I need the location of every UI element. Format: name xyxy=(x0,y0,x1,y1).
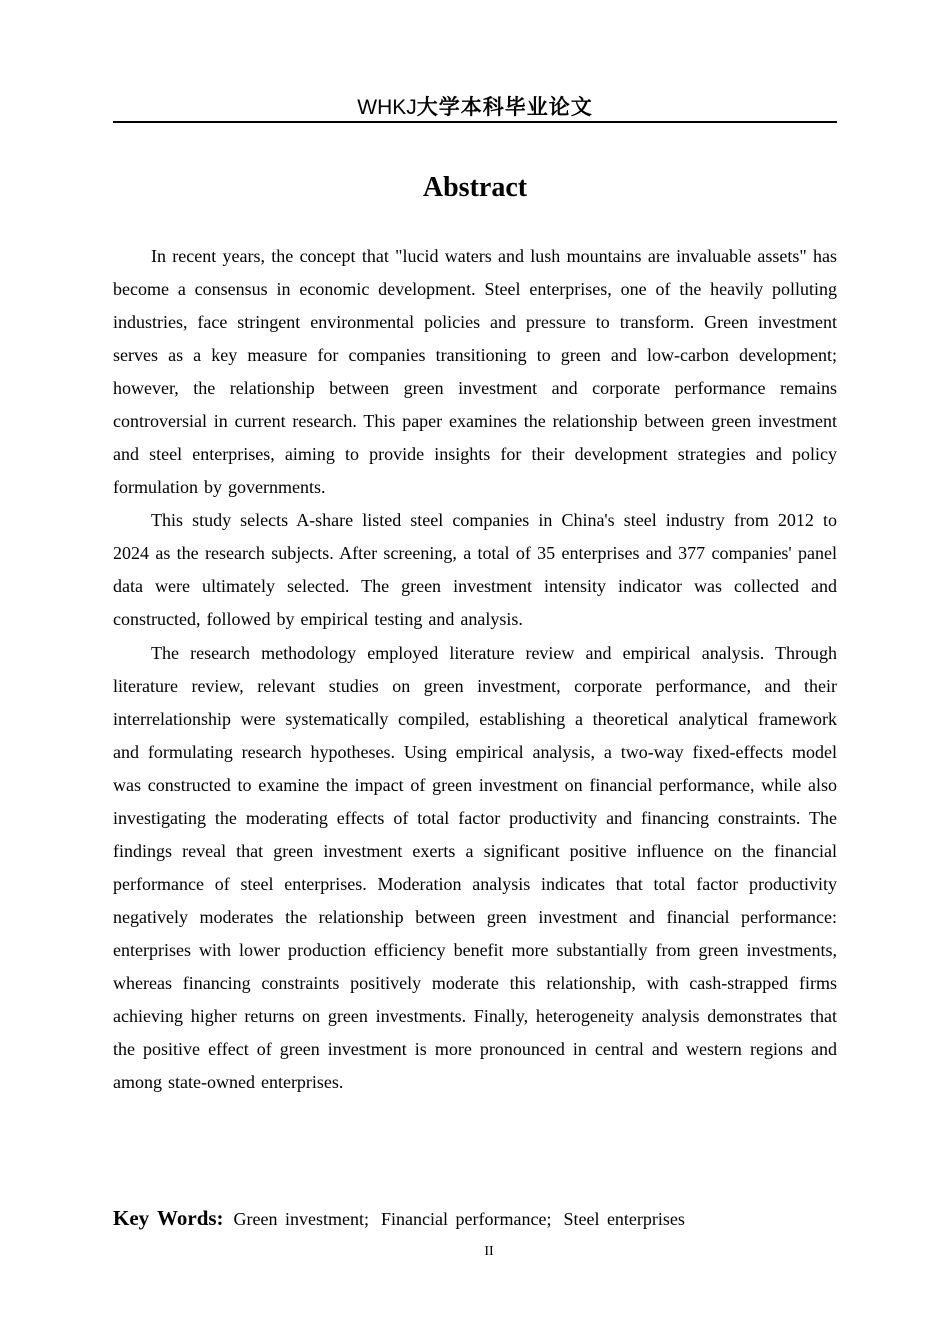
keywords-line xyxy=(113,1201,837,1236)
running-header xyxy=(113,94,837,122)
abstract-paragraph-3: The research methodology employed literature review and empirical analysis. Through literature review, relevant studies on green investment, corporate performance, and their interrelationship were systematically compiled, establishing a theoretical analytical framework and formulating research hypotheses. Using empirical analysis, a two-way fixed-effects model was constructed to examine the impact of green investment on financial performance, while also investigating the moderating effects of total factor productivity and financing constraints. The findings reveal that green investment exerts a significant positive influence on the financial performance of steel enterprises. Moderation analysis indicates that total factor productivity negatively moderates the relationship between green investment and financial performance: enterprises with lower production efficiency benefit more substantially from green investments, whereas financing constraints positively moderate this relationship, with cash-strapped firms achieving higher returns on green investments. Finally, heterogeneity analysis demonstrates that the positive effect of green investment is more pronounced in central and western regions and among state-owned enterprises. xyxy=(113,643,837,1092)
abstract-paragraph-1: In recent years, the concept that "lucid waters and lush mountains are invaluable assets" has become a consensus in economic development. Steel enterprises, one of the heavily polluting industries, face stringent environmental policies and pressure to transform. Green investment serves as a key measure for companies transitioning to green and low-carbon development; however, the relationship between green investment and corporate performance remains controversial in current research. This paper examines the relationship between green investment and steel enterprises, aiming to provide insights for their development strategies and policy formulation by governments. xyxy=(113,246,837,497)
keyword-item: Steel enterprises xyxy=(563,1209,685,1229)
page-number: II xyxy=(484,1244,494,1259)
header-thesis-title: 大学本科毕业论文 xyxy=(416,95,593,119)
abstract-body xyxy=(113,240,837,1099)
keywords-label: Key Words: xyxy=(113,1206,224,1230)
header-brand: WHKJ xyxy=(357,96,417,119)
keyword-item: Financial performance; xyxy=(381,1209,552,1229)
page-title: Abstract xyxy=(422,172,528,203)
abstract-paragraph-2: This study selects A-share listed steel companies in China's steel industry from 2012 to 2024 as the research subjects. After screening, a total of 35 enterprises and 377 companies' panel data were ultimately selected. The green investment intensity indicator was collected and constructed, followed by empirical testing and analysis. xyxy=(113,510,837,629)
keyword-item: Green investment; xyxy=(233,1209,370,1229)
header-rule xyxy=(113,121,837,123)
